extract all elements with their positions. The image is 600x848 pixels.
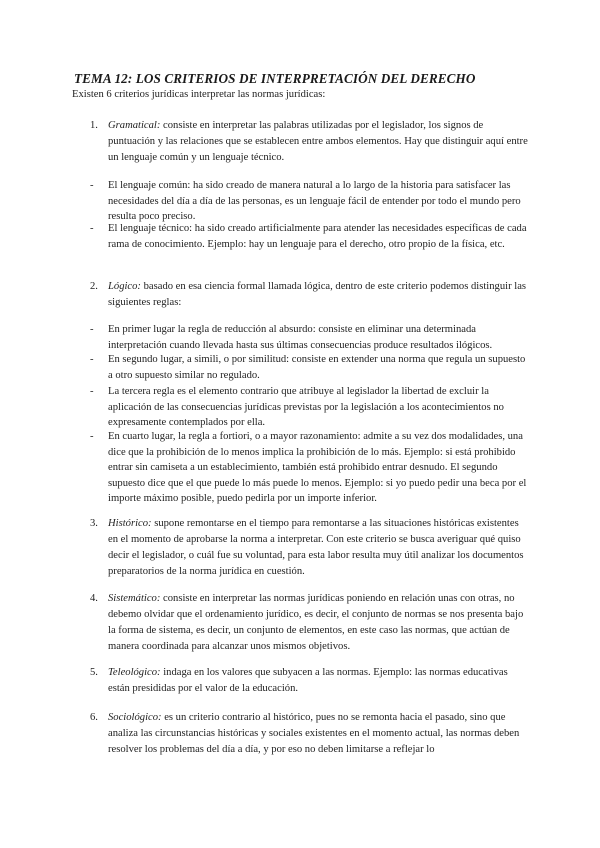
criterion-term: Lógico:	[108, 281, 141, 292]
bullet-text: La tercera regla es el elemento contrario que atribuye al legislador la libertad de excluir la aplicación de las consecuencias jurídicas previstas por la legislación a los acontecimientos no expresamente contemplados por ella.	[108, 386, 504, 428]
item-number: 1.	[90, 120, 98, 131]
bullet-text: El lenguaje común: ha sido creado de manera natural a lo largo de la historia para satisfacer las necesidades del día a día de las personas, es un lenguaje fácil de entender por todo el mundo pero resulta poco preciso.	[108, 180, 521, 222]
item-number: 3.	[90, 518, 98, 529]
criterion-text: consiste en interpretar las palabras utilizadas por el legislador, los signos de puntuación y las relaciones que se establecen entre ambos elementos. Hay que distinguir aquí entre un lenguaje común y un lenguaje técnico.	[108, 120, 528, 163]
bullet-text: En primer lugar la regla de reducción al absurdo: consiste en eliminar una determinada interpretación cuando llevada hasta sus últimas consecuencias produce resultados ilógicos.	[108, 324, 493, 351]
bullet-item: - La tercera regla es el elemento contrario que atribuye al legislador la libertad de excluir la aplicación de las consecuencias jurídicas previstas por la legislación a los acontecimientos no expresamente contemplados por ella.	[90, 384, 528, 431]
criterion-text: basado en esa ciencia formal llamada lógica, dentro de este criterio podemos distinguir las siguientes reglas:	[108, 281, 527, 308]
criterion-teleologico	[90, 665, 528, 697]
bullet-text: En segundo lugar, a simili, o por similitud: consiste en extender una norma que regula un supuesto a otro supuesto similar no regulado.	[108, 354, 526, 381]
item-number: 6.	[90, 712, 98, 723]
criterion-logico	[90, 279, 528, 311]
criterion-sistematico	[90, 591, 528, 655]
bullet-item: - En primer lugar la regla de reducción al absurdo: consiste en eliminar una determinada interpretación cuando llevada hasta sus últimas consecuencias produce resultados ilógicos.	[90, 322, 528, 353]
criterion-historico	[90, 516, 528, 580]
bullet-item: - En segundo lugar, a simili, o por similitud: consiste en extender una norma que regula un supuesto a otro supuesto similar no regulado.	[90, 352, 528, 383]
criterion-text: es un criterio contrario al histórico, pues no se remonta hacia el pasado, sino que analiza las circunstancias históricas y sociales existentes en el momento actual, las normas deben resolver los problemas del día a día, y por eso no deben limitarse a reflejar lo	[108, 712, 520, 755]
intro-text: Existen 6 criterios jurídicas interpretar las normas jurídicas:	[72, 89, 326, 100]
item-number: 5.	[90, 667, 98, 678]
criterion-term: Sistemático:	[108, 593, 161, 604]
bullet-text: En cuarto lugar, la regla a fortiori, o a mayor razonamiento: admite a su vez dos modalidades, una dice que la prohibición de lo menos implica la prohibición de lo más. Ejemplo: si está prohibido entrar sin camiseta a un establecimiento, también está prohibido entrar desnudo. El segundo supuesto dice que el que puede lo más puede lo menos. Ejemplo: si yo puedo pedir una beca por el importe máximo posible, puedo pedirla por un importe inferior.	[108, 431, 527, 504]
criterion-term: Sociológico:	[108, 712, 162, 723]
page-title: TEMA 12: LOS CRITERIOS DE INTERPRETACIÓN DEL DERECHO	[74, 71, 476, 86]
criterion-text: consiste en interpretar las normas jurídicas poniendo en relación unas con otras, no debemo olvidar que el ordenamiento jurídico, es decir, el conjunto de normas se nos presenta bajo la forma de sistema, es decir, un conjunto de elementos, en este caso las normas, que actúan de manera coordinada para alcanzar unos mismos objetivos.	[108, 593, 524, 652]
criterion-gramatical	[90, 118, 528, 166]
bullet-item: - El lenguaje común: ha sido creado de manera natural a lo largo de la historia para satisfacer las necesidades del día a día de las personas, es un lenguaje fácil de entender por todo el mundo pero resulta poco preciso.	[90, 178, 528, 225]
criterion-text: indaga en los valores que subyacen a las normas. Ejemplo: las normas educativas están presididas por el valor de la educación.	[108, 667, 508, 694]
criterion-term: Teleológico:	[108, 667, 161, 678]
criterion-term: Histórico:	[108, 518, 152, 529]
criterion-term: Gramatical:	[108, 120, 161, 131]
item-number: 4.	[90, 593, 98, 604]
bullet-text: El lenguaje técnico: ha sido creado artificialmente para atender las necesidades específicas de cada rama de conocimiento. Ejemplo: hay un lenguaje para el derecho, otro propio de la física, etc.	[108, 223, 527, 250]
criterion-text: supone remontarse en el tiempo para remontarse a las situaciones históricas existentes en el momento de aprobarse la norma a interpretar. Con este criterio se busca averiguar qué quiso decir el legislador, o cuál fue su voluntad, para esta labor resulta muy útil analizar los documentos preparatorios de la norma jurídica en cuestión.	[108, 518, 524, 577]
bullet-item: - El lenguaje técnico: ha sido creado artificialmente para atender las necesidades específicas de cada rama de conocimiento. Ejemplo: hay un lenguaje para el derecho, otro propio de la física, etc.	[90, 221, 528, 252]
criterion-sociologico	[90, 710, 528, 758]
bullet-item: - En cuarto lugar, la regla a fortiori, o a mayor razonamiento: admite a su vez dos modalidades, una dice que la prohibición de lo menos implica la prohibición de lo más. Ejemplo: si está prohibido entrar sin camiseta a un establecimiento, también está prohibido entrar desnudo. El segundo supuesto dice que el que puede lo más puede lo menos. Ejemplo: si yo puedo pedir una beca por el importe máximo posible, puedo pedirla por un importe inferior.	[90, 429, 528, 507]
item-number: 2.	[90, 281, 98, 292]
